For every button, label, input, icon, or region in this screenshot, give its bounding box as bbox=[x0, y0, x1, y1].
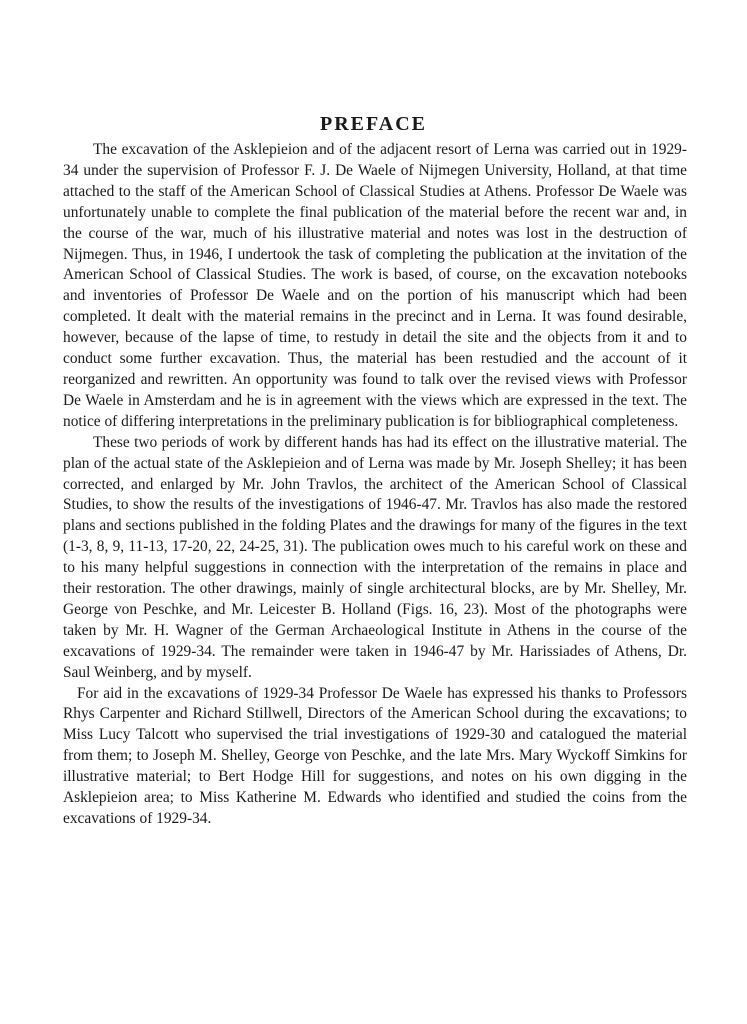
preface-paragraph-3: For aid in the excavations of 1929-34 Professor De Waele has expressed his thanks to Professors Rhys Carpenter and Richard Stillwell, Directors of the American School during the excavations; to Miss Lucy Talcott who supervised the trial investigations of 1929-30 and catalogued the material from them; to Joseph M. Shelley, George von Peschke, and the late Mrs. Mary Wyckoff Simkins for illustrative material; to Bert Hodge Hill for suggestions, and notes on his own digging in the Asklepieion area; to Miss Katherine M. Edwards who identified and studied the coins from the excavations of 1929-34. bbox=[63, 684, 687, 827]
preface-body bbox=[63, 140, 687, 830]
page-title: PREFACE bbox=[320, 113, 427, 136]
preface-paragraph-1: The excavation of the Asklepieion and of the adjacent resort of Lerna was carried out in 1929-34 under the supervision of Professor F. J. De Waele of Nijmegen University, Holland, at that time attached to the staff of the American School of Classical Studies at Athens. Professor De Waele was unfortunately unable to complete the final publication of the material before the recent war and, in the course of the war, much of his illustrative material and notes was lost in the destruction of Nijmegen. Thus, in 1946, I undertook the task of completing the publication at the invitation of the American School of Classical Studies. The work is based, of course, on the excavation notebooks and inventories of Professor De Waele and on the portion of his manuscript which had been completed. It dealt with the material remains in the precinct and in Lerna. It was found desirable, however, because of the lapse of time, to restudy in detail the site and the objects from it and to conduct some further excavation. Thus, the material has been restudied and the account of it reorganized and rewritten. An opportunity was found to talk over the revised views with Professor De Waele in Amsterdam and he is in agreement with the views which are expressed in the text. The notice of differing interpretations in the preliminary publication is for bibliographical completeness. bbox=[63, 141, 687, 430]
preface-paragraph-2: These two periods of work by different hands has had its effect on the illustrative material. The plan of the actual state of the Asklepieion and of Lerna was made by Mr. Joseph Shelley; it has been corrected, and enlarged by Mr. John Travlos, the architect of the American School of Classical Studies, to show the results of the investigations of 1946-47. Mr. Travlos has also made the restored plans and sections published in the folding Plates and the drawings for many of the figures in the text (1-3, 8, 9, 11-13, 17-20, 22, 24-25, 31). The publication owes much to his careful work on these and to his many helpful suggestions in connection with the interpretation of the remains in place and their restoration. The other drawings, mainly of single architectural blocks, are by Mr. Shelley, Mr. George von Peschke, and Mr. Leicester B. Holland (Figs. 16, 23). Most of the photographs were taken by Mr. H. Wagner of the German Archaeological Institute in Athens in the course of the excavations of 1929-34. The remainder were taken in 1946-47 by Mr. Harissiades of Athens, Dr. Saul Weinberg, and by myself. bbox=[63, 433, 687, 681]
